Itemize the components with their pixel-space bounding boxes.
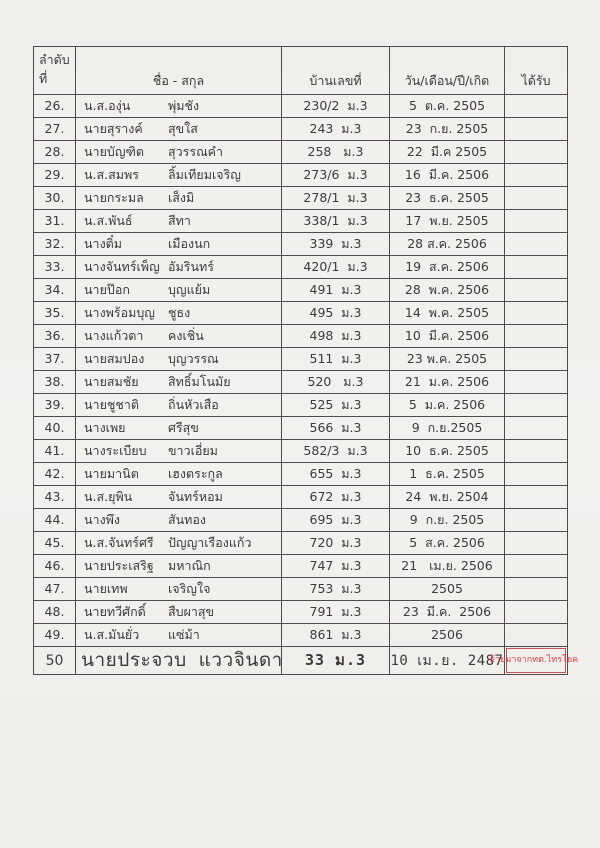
table-row [34, 440, 567, 463]
table-row [34, 463, 567, 486]
birth-date: 23 ก.ย. 2505 [405, 120, 489, 136]
dob-cell [390, 371, 505, 393]
table-row [34, 164, 567, 187]
seq-cell [34, 486, 76, 508]
received-cell [505, 141, 567, 163]
received-cell [505, 463, 567, 485]
house-cell [282, 256, 390, 278]
first-name: นายมานิต [84, 465, 139, 481]
row-number: 48. [44, 603, 65, 619]
table-row [34, 417, 567, 440]
birth-date: 16 มี.ค. 2506 [404, 166, 490, 182]
row-number: 28. [44, 143, 65, 159]
dob-cell [390, 210, 505, 232]
name-cell [76, 463, 282, 485]
birth-date: 23 พ.ค. 2505 [406, 350, 488, 366]
house-number: 420/1 ม.3 [303, 258, 368, 274]
first-name: นายสุรางค์ [84, 120, 143, 136]
received-note: ย้ายมาจากทต.ไทรโยค [489, 655, 579, 665]
received-cell [505, 348, 567, 370]
name-cell [76, 555, 282, 577]
seq-cell [34, 509, 76, 531]
table-row [34, 302, 567, 325]
house-number: 511 ม.3 [309, 350, 362, 366]
dob-cell [390, 440, 505, 462]
house-number: 230/2 ม.3 [303, 97, 368, 113]
seq-cell [34, 348, 76, 370]
dob-cell [390, 164, 505, 186]
row-number: 29. [44, 166, 65, 182]
surname: แซ่ม้า [168, 626, 200, 642]
house-cell [282, 509, 390, 531]
birth-date: 23 ธ.ค. 2505 [405, 189, 489, 205]
seq-cell [34, 555, 76, 577]
name-cell [76, 440, 282, 462]
name-cell [76, 279, 282, 301]
table-row [34, 394, 567, 417]
dob-cell [390, 95, 505, 117]
house-cell [282, 325, 390, 347]
name-cell [76, 509, 282, 531]
received-cell [505, 164, 567, 186]
birth-date: 28 ส.ค. 2506 [407, 235, 487, 251]
name-cell [76, 210, 282, 232]
table-row [34, 509, 567, 532]
first-name: นางจันทร์เพ็ญ [84, 258, 160, 274]
received-cell [505, 440, 567, 462]
surname: สุขใส [168, 120, 198, 136]
name-cell [76, 417, 282, 439]
dob-cell [390, 118, 505, 140]
house-number: 498 ม.3 [309, 327, 362, 343]
seq-cell [34, 210, 76, 232]
row-number: 30. [44, 189, 65, 205]
row-number: 27. [44, 120, 65, 136]
name-cell [76, 486, 282, 508]
birth-date: 21 เม.ย. 2506 [401, 557, 493, 573]
table-row [34, 95, 567, 118]
house-cell [282, 348, 390, 370]
name-cell [76, 601, 282, 623]
received-cell [505, 302, 567, 324]
birth-date: 10 มี.ค. 2506 [404, 327, 490, 343]
birth-date: 5 ม.ค. 2506 [408, 396, 486, 412]
first-name: นายสมปอง [84, 350, 145, 366]
row-number: 26. [44, 97, 65, 113]
registry-table [33, 46, 579, 675]
table-row [34, 647, 579, 674]
birth-date: 22 มี.ค 2505 [406, 143, 488, 159]
birth-date: 5 ส.ค. 2506 [409, 534, 485, 550]
surname: สันทอง [168, 511, 207, 527]
first-name: นายบัญฑิต [84, 143, 144, 159]
table-row [34, 256, 567, 279]
birth-date: 1 ธ.ค. 2505 [409, 465, 485, 481]
house-number: 753 ม.3 [309, 580, 362, 596]
name-cell [76, 371, 282, 393]
house-cell [282, 578, 390, 600]
seq-cell [34, 118, 76, 140]
house-number: 861 ม.3 [309, 626, 362, 642]
dob-cell [390, 394, 505, 416]
house-number: 273/6 ม.3 [303, 166, 368, 182]
dob-cell [390, 302, 505, 324]
surname: ชูธง [168, 304, 191, 320]
birth-date: 24 พ.ย. 2504 [405, 488, 489, 504]
received-cell [505, 279, 567, 301]
table-row [34, 371, 567, 394]
first-name: นายเทพ [84, 580, 128, 596]
name-cell [76, 624, 282, 646]
house-cell [282, 394, 390, 416]
dob-cell [390, 509, 505, 531]
header-seq-line2: ที่ [39, 70, 48, 86]
row-number: 33. [44, 258, 65, 274]
dob-cell [390, 279, 505, 301]
birth-date: 28 พ.ค. 2506 [404, 281, 490, 297]
table-row [34, 279, 567, 302]
first-name: นางพึง [84, 511, 121, 527]
seq-cell [34, 532, 76, 554]
first-name: นายสมชัย [84, 373, 139, 389]
row-number: 44. [44, 511, 65, 527]
dob-cell [390, 233, 505, 255]
dob-cell [390, 601, 505, 623]
row-number: 49. [44, 626, 65, 642]
received-cell [505, 210, 567, 232]
table-row [34, 348, 567, 371]
house-cell [282, 302, 390, 324]
name-cell [76, 578, 282, 600]
birth-date: 21 ม.ค. 2506 [404, 373, 490, 389]
table-row [34, 601, 567, 624]
surname: คงเชิ่น [168, 327, 204, 343]
row-number: 37. [44, 350, 65, 366]
house-cell [282, 187, 390, 209]
header-seq-no [34, 47, 76, 94]
received-cell [505, 578, 567, 600]
birth-date: 19 ส.ค. 2506 [405, 258, 489, 274]
row-number: 35. [44, 304, 65, 320]
birth-date: 14 พ.ค. 2505 [404, 304, 490, 320]
name-cell [76, 164, 282, 186]
received-cell [489, 647, 579, 674]
first-name: นายทวีศักดิ์ [84, 603, 146, 619]
first-name: น.ส.ยุพิน [84, 488, 133, 504]
surname: ปัญญาเรืองแก้ว [168, 534, 252, 550]
row-number: 42. [44, 465, 65, 481]
seq-cell [34, 279, 76, 301]
seq-cell [34, 164, 76, 186]
surname: จันทร์หอม [168, 488, 223, 504]
house-cell [282, 440, 390, 462]
house-number: 243 ม.3 [309, 120, 362, 136]
first-name: นายกระมล [84, 189, 144, 205]
dob-cell [390, 187, 505, 209]
first-name: น.ส.จันทร์ศรี [84, 534, 154, 550]
first-name: น.ส.พันธ์ [84, 212, 133, 228]
table-row [34, 118, 567, 141]
dob-cell [390, 141, 505, 163]
house-number: 339 ม.3 [309, 235, 362, 251]
row-number: 32. [44, 235, 65, 251]
first-name: น.ส.องุ่น [84, 97, 131, 113]
surname: เจริญใจ [168, 580, 211, 596]
house-cell [282, 210, 390, 232]
birth-date: 5 ต.ค. 2505 [408, 97, 486, 113]
table-row [34, 555, 567, 578]
dob-cell [390, 325, 505, 347]
row-number: 46. [44, 557, 65, 573]
dob-cell [390, 256, 505, 278]
house-cell [282, 371, 390, 393]
house-number: 695 ม.3 [309, 511, 362, 527]
house-cell [282, 486, 390, 508]
seq-cell [34, 325, 76, 347]
house-number: 278/1 ม.3 [303, 189, 368, 205]
surname: อัมรินทร์ [168, 258, 214, 274]
seq-cell [34, 647, 76, 674]
seq-cell [34, 371, 76, 393]
received-cell [505, 601, 567, 623]
seq-cell [34, 187, 76, 209]
house-number: 258 ม.3 [307, 143, 364, 159]
received-cell [505, 555, 567, 577]
header-house-no: บ้านเลขที่ [282, 47, 390, 94]
table-header-row [34, 47, 567, 95]
seq-cell [34, 463, 76, 485]
house-cell [282, 463, 390, 485]
table-row [34, 210, 567, 233]
house-number: 520 ม.3 [307, 373, 364, 389]
received-cell [505, 187, 567, 209]
first-name: นางแก้วตา [84, 327, 144, 343]
row-number: 45. [44, 534, 65, 550]
house-cell [282, 601, 390, 623]
seq-cell [34, 141, 76, 163]
house-number: 566 ม.3 [309, 419, 362, 435]
birth-date: 17 พ.ย. 2505 [405, 212, 489, 228]
received-cell [505, 256, 567, 278]
house-cell [282, 647, 390, 674]
dob-cell [390, 647, 505, 674]
house-number: 655 ม.3 [309, 465, 362, 481]
seq-cell [34, 578, 76, 600]
surname: สิทธิ์มโนมัย [168, 373, 231, 389]
first-name: นายประจวบ [81, 649, 187, 671]
house-number: 720 ม.3 [309, 534, 362, 550]
surname: สุวรรณคำ [168, 143, 224, 159]
house-cell [282, 532, 390, 554]
row-number: 36. [44, 327, 65, 343]
house-cell [282, 118, 390, 140]
house-number: 672 ม.3 [309, 488, 362, 504]
birth-date: 9 ก.ย. 2505 [409, 511, 485, 527]
house-number: 491 ม.3 [309, 281, 362, 297]
first-name: น.ส.มันยั่ว [84, 626, 140, 642]
name-cell [76, 187, 282, 209]
received-cell [505, 371, 567, 393]
surname: บุญแย้ม [168, 281, 211, 297]
house-number: 33 ม.3 [304, 651, 367, 669]
received-cell [505, 486, 567, 508]
header-birth-date: วัน/เดือน/ปี/เกิด [390, 47, 505, 94]
seq-cell [34, 256, 76, 278]
row-number: 47. [44, 580, 65, 596]
seq-cell [34, 417, 76, 439]
house-number: 495 ม.3 [309, 304, 362, 320]
first-name: นางพร้อมบุญ [84, 304, 155, 320]
received-cell [505, 509, 567, 531]
surname: เส็งมิ [168, 189, 195, 205]
surname: ลิ้มเทียมเจริญ [168, 166, 241, 182]
surname: สืบผาสุข [168, 603, 215, 619]
name-cell [76, 647, 282, 674]
received-cell [505, 417, 567, 439]
house-cell [282, 417, 390, 439]
dob-cell [390, 624, 505, 646]
first-name: นางเพย [84, 419, 126, 435]
birth-date: 10 เม.ย. 2487 [390, 652, 504, 669]
birth-date: 23 มี.ค. 2506 [402, 603, 492, 619]
table-row [34, 486, 567, 509]
surname: บุญวรรณ [168, 350, 219, 366]
received-cell [505, 233, 567, 255]
dob-cell [390, 463, 505, 485]
name-cell [76, 233, 282, 255]
house-cell [282, 164, 390, 186]
name-cell [76, 256, 282, 278]
table-row [34, 233, 567, 256]
surname: ถิ่นหัวเสือ [168, 396, 219, 412]
first-name: นายประเสริฐ [84, 557, 154, 573]
row-number: 41. [44, 442, 65, 458]
first-name: นายป๊อก [84, 281, 130, 297]
name-cell [76, 141, 282, 163]
house-cell [282, 555, 390, 577]
first-name: นายชูชาติ [84, 396, 139, 412]
header-name: ชื่อ - สกุล [76, 47, 282, 94]
seq-cell [34, 601, 76, 623]
seq-cell [34, 302, 76, 324]
seq-cell [34, 624, 76, 646]
first-name: น.ส.สมพร [84, 166, 139, 182]
table-body [34, 95, 579, 674]
table-row [34, 141, 567, 164]
house-cell [282, 95, 390, 117]
surname: พุ่มชัง [168, 97, 200, 113]
row-number: 43. [44, 488, 65, 504]
first-name: นางระเบียบ [84, 442, 147, 458]
name-cell [76, 348, 282, 370]
house-number: 338/1 ม.3 [303, 212, 368, 228]
received-cell [505, 624, 567, 646]
birth-date: 9 ก.ย.2505 [411, 419, 483, 435]
surname: ศรีสุข [168, 419, 199, 435]
surname: มหาณิก [168, 557, 211, 573]
row-number: 31. [44, 212, 65, 228]
surname: แววจินดา [198, 649, 283, 671]
name-cell [76, 325, 282, 347]
surname: เมืองนก [168, 235, 211, 251]
birth-date: 2505 [431, 580, 463, 596]
table-row [34, 325, 567, 348]
surname: เฮงตระกูล [168, 465, 223, 481]
dob-cell [390, 417, 505, 439]
dob-cell [390, 532, 505, 554]
name-cell [76, 394, 282, 416]
house-number: 525 ม.3 [309, 396, 362, 412]
house-number: 582/3 ม.3 [303, 442, 368, 458]
dob-cell [390, 486, 505, 508]
first-name: นางติ๋ม [84, 235, 123, 251]
house-cell [282, 233, 390, 255]
seq-cell [34, 233, 76, 255]
row-number: 50 [45, 652, 64, 669]
row-number: 34. [44, 281, 65, 297]
received-cell [505, 95, 567, 117]
table-row [34, 624, 567, 647]
name-cell [76, 532, 282, 554]
table-row [34, 187, 567, 210]
house-number: 747 ม.3 [309, 557, 362, 573]
received-cell [505, 325, 567, 347]
header-seq-line1: ลำดับ [39, 52, 70, 67]
row-number: 38. [44, 373, 65, 389]
received-cell [505, 532, 567, 554]
received-cell [505, 118, 567, 140]
dob-cell [390, 578, 505, 600]
seq-cell [34, 394, 76, 416]
dob-cell [390, 555, 505, 577]
house-cell [282, 279, 390, 301]
seq-cell [34, 440, 76, 462]
birth-date: 2506 [431, 626, 463, 642]
surname: สีทา [168, 212, 191, 228]
house-number: 791 ม.3 [309, 603, 362, 619]
name-cell [76, 95, 282, 117]
header-received: ได้รับ [521, 72, 551, 88]
row-number: 40. [44, 419, 65, 435]
name-cell [76, 118, 282, 140]
house-cell [282, 624, 390, 646]
table-row [34, 578, 567, 601]
name-cell [76, 302, 282, 324]
birth-date: 10 ธ.ค. 2505 [405, 442, 489, 458]
received-cell [505, 394, 567, 416]
seq-cell [34, 95, 76, 117]
table-row [34, 532, 567, 555]
dob-cell [390, 348, 505, 370]
row-number: 39. [44, 396, 65, 412]
surname: ขาวเอี่ยม [168, 442, 218, 458]
house-cell [282, 141, 390, 163]
